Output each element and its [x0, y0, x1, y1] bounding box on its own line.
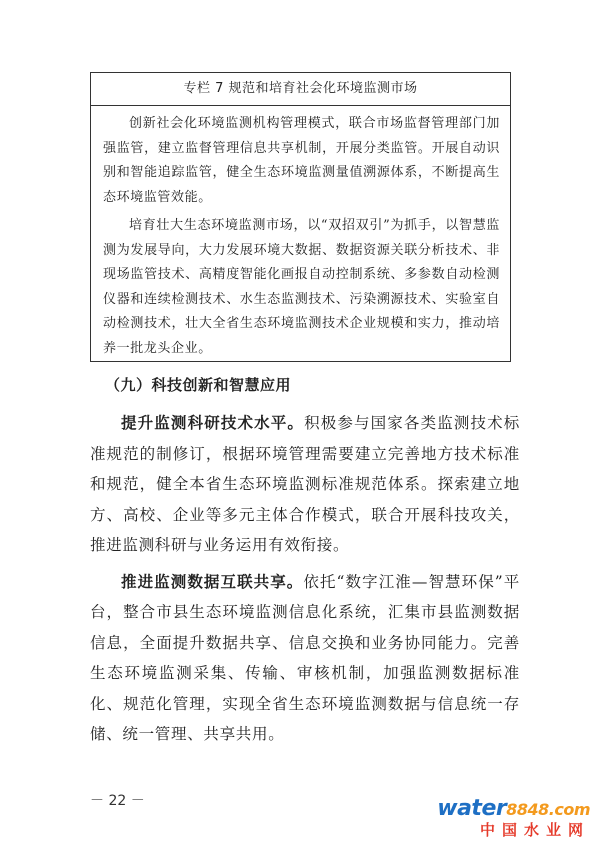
site-watermark-logo — [437, 796, 590, 840]
body-paragraph — [90, 408, 520, 561]
page-number: － 22 － — [90, 793, 145, 809]
feature-box-title: 专栏 7 规范和培育社会化环境监测市场 — [91, 73, 510, 106]
body-paragraph — [90, 567, 520, 750]
feature-box-body — [91, 106, 510, 361]
watermark-subtitle: 中国水业网 — [479, 821, 590, 839]
paragraph-text: 积极参与国家各类监测技术标准规范的制修订，根据环境管理需要建立完善地方技术标准和规范，健全本省生态环境监测标准规范体系。探索建立地方、高校、企业等多元主体合作模式，联合开展科技攻关，推进监测科研与业务运用有效衔接。 — [90, 414, 520, 554]
section-body — [90, 408, 520, 756]
feature-box — [90, 72, 511, 362]
feature-box-paragraph: 创新社会化环境监测机构管理模式，联合市场监督管理部门加强监管，建立监督管理信息共享机制，开展分类监管。开展自动识别和智能追踪监管，健全生态环境监测量值溯源体系，不断提高生态环境监管效能。 — [103, 116, 500, 205]
paragraph-lead: 推进监测数据互联共享。 — [121, 572, 304, 591]
feature-box-paragraph: 培育壮大生态环境监测市场，以“双招双引”为抓手，以智慧监测为发展导向，大力发展环境大数据、数据资源关联分析技术、非现场监管技术、高精度智能化画报自动控制系统、多参数自动检测仪器和连续检测技术、水生态监测技术、污染溯源技术、实验室自动检测技术，壮大全省生态环境监测技术企业规模和实力，推动培养一批龙头企业。 — [103, 218, 500, 356]
paragraph-text: 依托“数字江淮—智慧环保”平台，整合市县生态环境监测信息化系统，汇集市县监测数据信息，全面提升数据共享、信息交换和业务协同能力。完善生态环境监测采集、传输、审核机制，加强监测数据标准化、规范化管理，实现全省生态环境监测数据与信息统一存储、统一管理、共享共用。 — [90, 572, 520, 743]
watermark-logo-word: water — [437, 796, 507, 821]
section-heading: （九）科技创新和智慧应用 — [105, 376, 292, 394]
watermark-logo-number: 8848 — [506, 800, 549, 819]
paragraph-lead: 提升监测科研技术水平。 — [121, 414, 305, 432]
watermark-logo-suffix: .com — [548, 800, 590, 819]
watermark-logo-text — [437, 796, 590, 821]
